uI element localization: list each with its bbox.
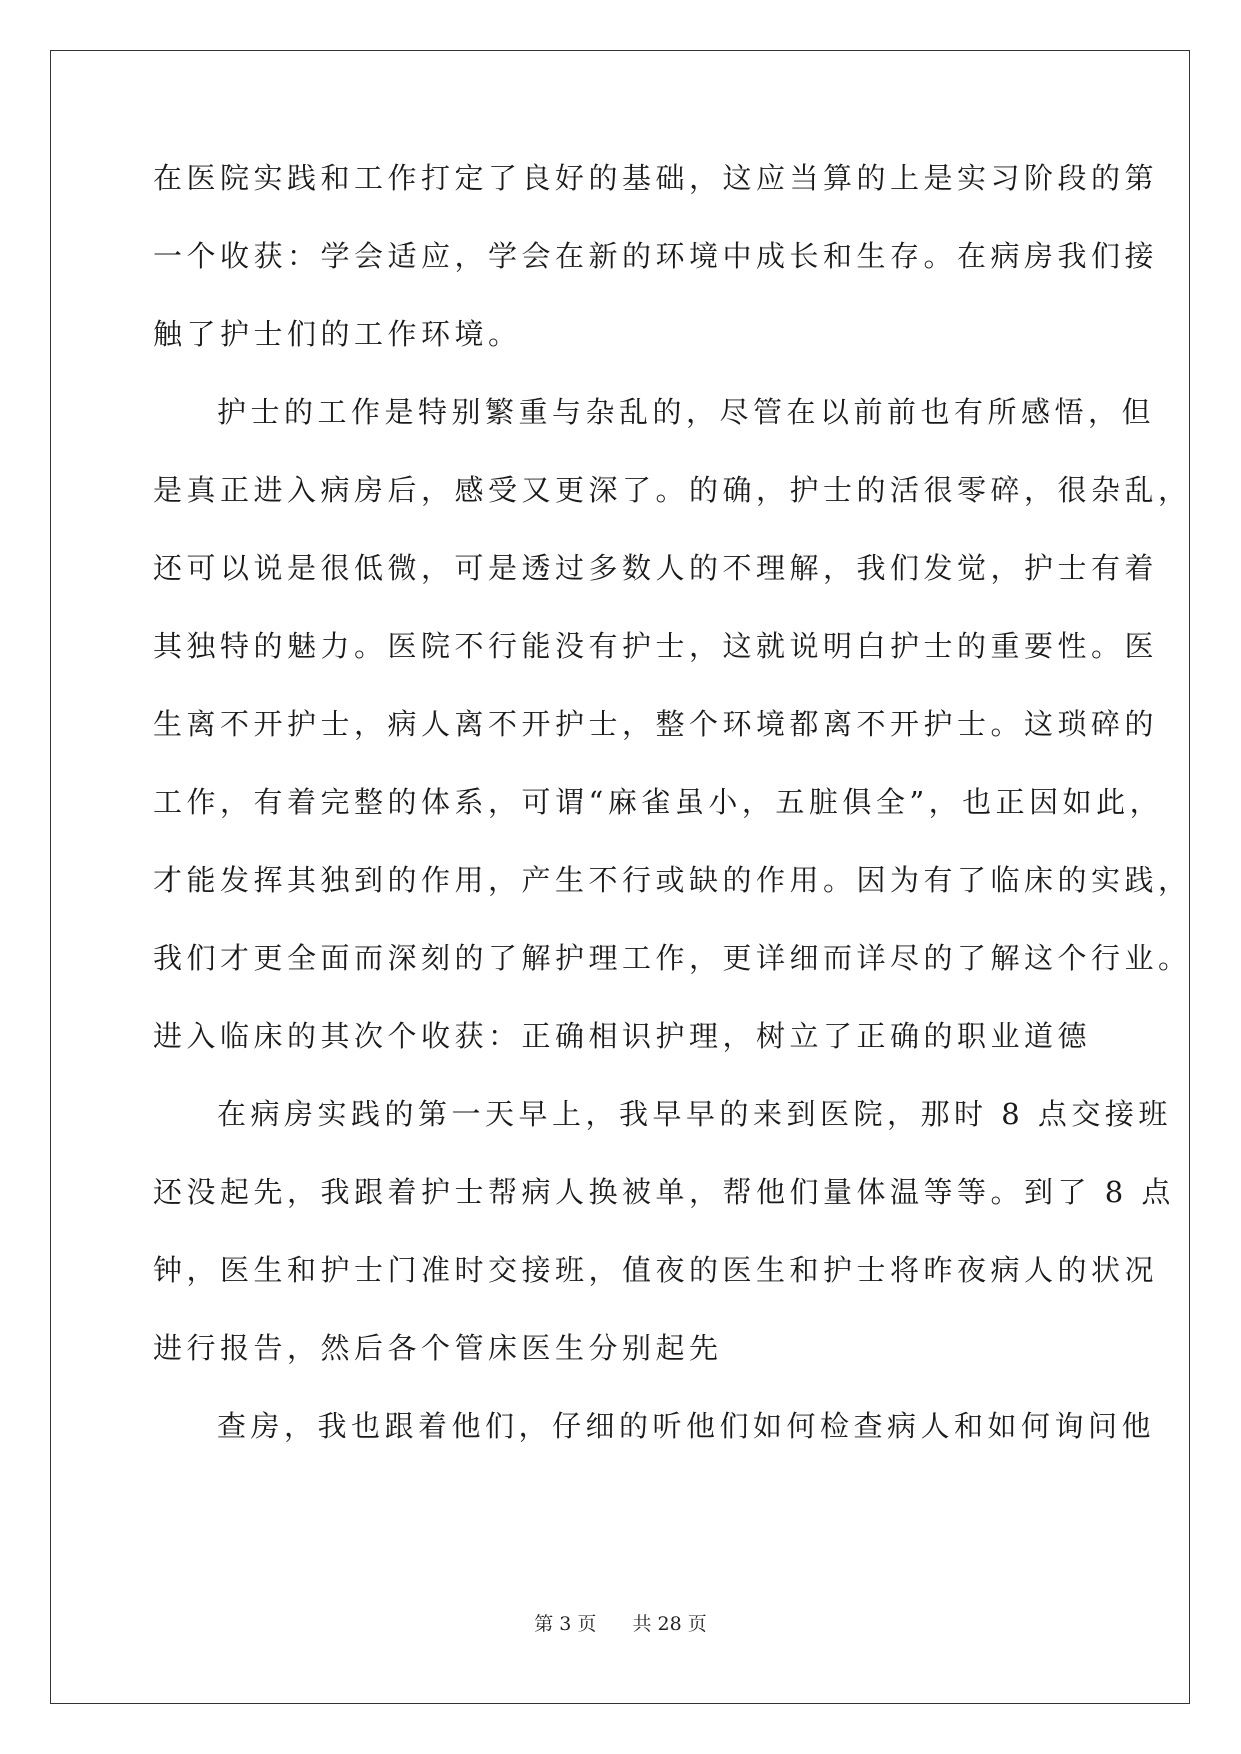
text-line-11: 我们才更全面而深刻的了解护理工作，更详细而详尽的了解这个行业。 — [153, 941, 1192, 975]
text-line-14: 还没起先，我跟着护士帮病人换被单，帮他们量体温等等。到了 8 点 — [153, 1175, 1175, 1209]
text-line-17: 查房，我也跟着他们，仔细的听他们如何检查病人和如何询问他 — [217, 1409, 1156, 1443]
text-line-16: 进行报告，然后各个管床医生分别起先 — [153, 1331, 723, 1365]
text-line-13: 在病房实践的第一天早上，我早早的来到医院，那时 8 点交接班 — [217, 1097, 1172, 1131]
text-line-15: 钟，医生和护士门准时交接班，值夜的医生和护士将昨夜病人的状况 — [153, 1253, 1159, 1287]
text-line-10: 才能发挥其独到的作用，产生不行或缺的作用。因为有了临床的实践， — [153, 863, 1192, 897]
text-line-12: 进入临床的其次个收获：正确相识护理，树立了正确的职业道德 — [153, 1019, 1092, 1053]
text-line-5: 是真正进入病房后，感受又更深了。的确，护士的活很零碎，很杂乱， — [153, 473, 1192, 507]
text-line-7: 其独特的魅力。医院不行能没有护士，这就说明白护士的重要性。医 — [153, 629, 1159, 663]
page-footer — [0, 1609, 1241, 1636]
text-line-3: 触了护士们的工作环境。 — [153, 317, 522, 351]
page-number-current: 第 3 页 — [534, 1613, 597, 1635]
text-line-1: 在医院实践和工作打定了良好的基础，这应当算的上是实习阶段的第 — [153, 161, 1159, 195]
text-line-8: 生离不开护士，病人离不开护士，整个环境都离不开护士。这琐碎的 — [153, 707, 1159, 741]
page-number-total: 共 28 页 — [632, 1613, 707, 1635]
text-line-2: 一个收获：学会适应，学会在新的环境中成长和生存。在病房我们接 — [153, 239, 1159, 273]
text-line-6: 还可以说是很低微，可是透过多数人的不理解，我们发觉，护士有着 — [153, 551, 1159, 585]
text-line-9: 工作，有着完整的体系，可谓“麻雀虽小，五脏俱全”，也正因如此， — [153, 785, 1164, 819]
text-line-4: 护士的工作是特别繁重与杂乱的，尽管在以前前也有所感悟，但 — [217, 395, 1156, 429]
document-body — [153, 160, 1192, 1486]
